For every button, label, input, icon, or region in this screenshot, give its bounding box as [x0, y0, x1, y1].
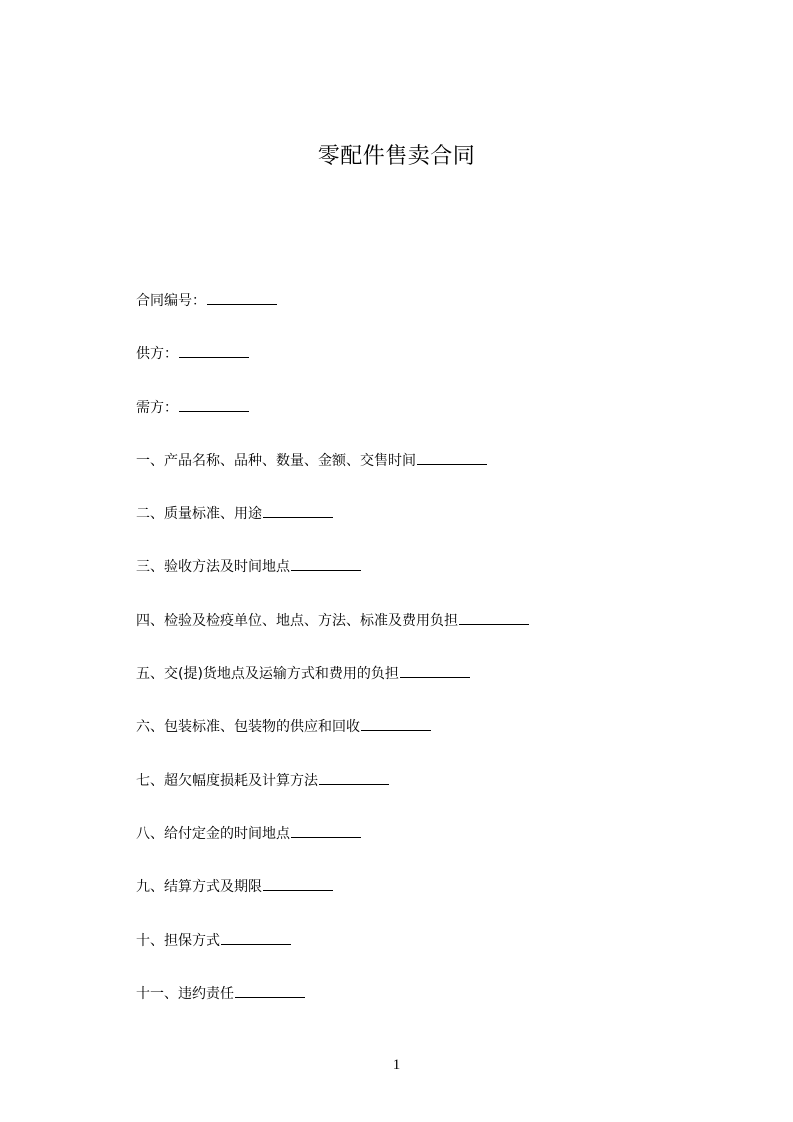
buyer-blank — [179, 395, 249, 412]
clause-6-blank — [361, 714, 431, 731]
clause-9-label: 九、结算方式及期限 — [136, 879, 262, 896]
clause-1-label: 一、产品名称、品种、数量、金额、交售时间 — [136, 452, 416, 469]
clause-10-blank — [221, 928, 291, 945]
clause-5-label: 五、交(提)货地点及运输方式和费用的负担 — [136, 666, 399, 683]
clause-5-blank — [400, 661, 470, 678]
clause-7 — [136, 768, 696, 821]
page-number: 1 — [392, 1057, 401, 1073]
clause-3-label: 三、验收方法及时间地点 — [136, 559, 290, 576]
clause-5 — [136, 661, 696, 714]
clause-2 — [136, 501, 696, 554]
contract-number-blank — [207, 288, 277, 305]
clause-9-blank — [263, 874, 333, 891]
clause-9 — [136, 874, 696, 927]
clause-4-blank — [459, 608, 529, 625]
supplier-blank — [179, 341, 249, 358]
clause-8 — [136, 821, 696, 874]
buyer-line — [136, 395, 696, 448]
clause-1-blank — [417, 448, 487, 465]
clause-6 — [136, 714, 696, 767]
clause-11 — [136, 981, 696, 1034]
clause-11-label: 十一、违约责任 — [136, 985, 234, 1002]
contract-number-label: 合同编号： — [136, 293, 206, 309]
clause-3-blank — [291, 554, 361, 571]
contract-number-line — [136, 288, 696, 341]
clause-7-label: 七、超欠幅度损耗及计算方法 — [136, 772, 318, 789]
document-title: 零配件售卖合同 — [317, 144, 476, 169]
supplier-label: 供方： — [136, 346, 178, 363]
clause-1 — [136, 448, 696, 501]
buyer-label: 需方： — [136, 399, 178, 416]
clause-10 — [136, 928, 696, 981]
clause-4-label: 四、检验及检疫单位、地点、方法、标准及费用负担 — [136, 612, 458, 629]
contract-clauses — [136, 288, 696, 1034]
supplier-line — [136, 341, 696, 394]
clause-2-blank — [263, 501, 333, 518]
clause-2-label: 二、质量标准、用途 — [136, 506, 262, 523]
clause-11-blank — [235, 981, 305, 998]
clause-10-label: 十、担保方式 — [136, 932, 220, 949]
clause-7-blank — [319, 768, 389, 785]
clause-8-label: 八、给付定金的时间地点 — [136, 825, 290, 842]
clause-3 — [136, 554, 696, 607]
clause-6-label: 六、包装标准、包装物的供应和回收 — [136, 719, 360, 736]
clause-4 — [136, 608, 696, 661]
clause-8-blank — [291, 821, 361, 838]
